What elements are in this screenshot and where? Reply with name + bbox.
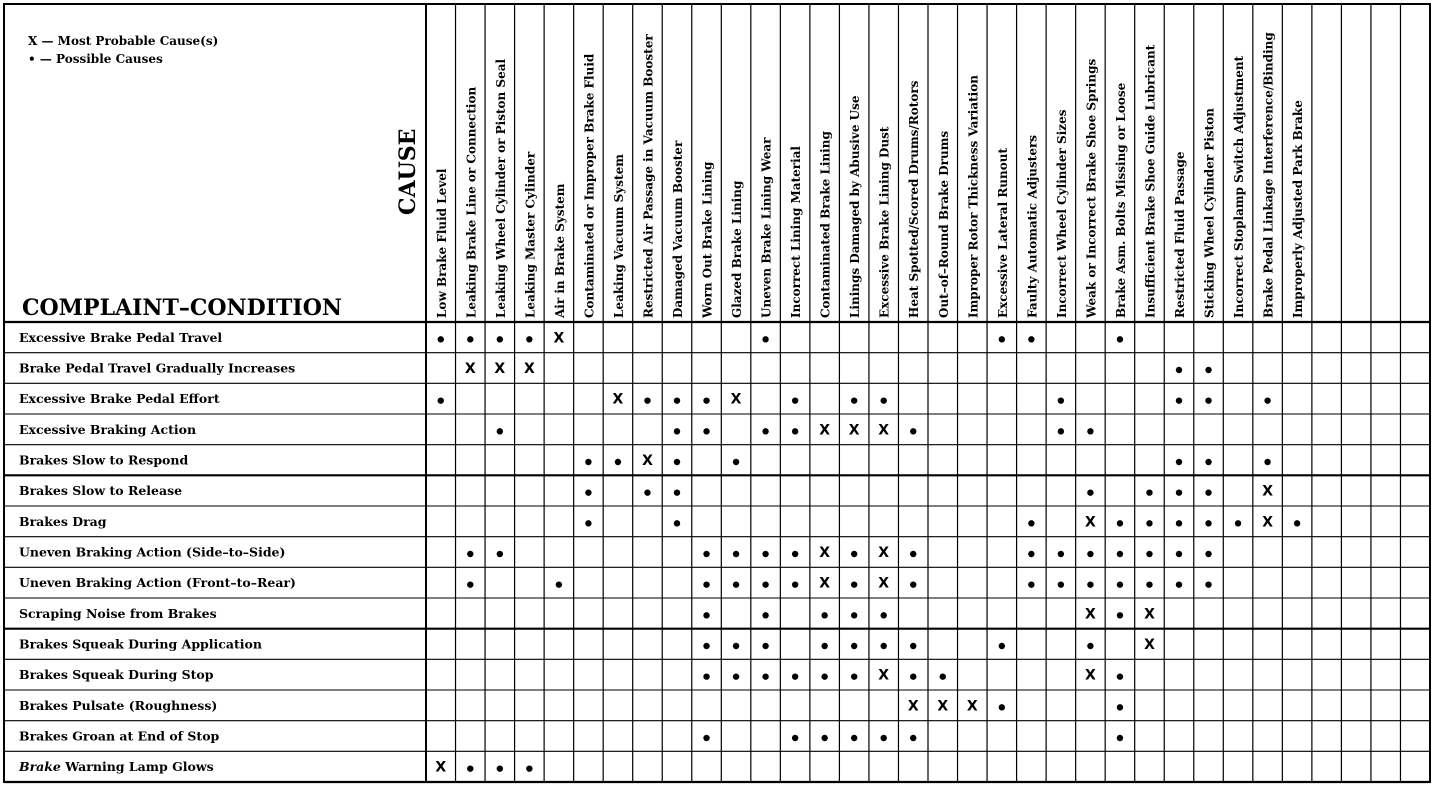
possible-cause-dot [821, 643, 827, 649]
possible-cause-dot [851, 551, 857, 557]
possible-cause-dot [1205, 551, 1211, 557]
possible-cause-dot [526, 765, 532, 771]
cause-label: Leaking Master Cylinder [523, 151, 538, 318]
marks-grid [435, 330, 1300, 775]
possible-cause-dot [1117, 735, 1123, 741]
possible-cause-dot [1058, 551, 1064, 557]
most-probable-cause-mark: X [523, 361, 535, 377]
possible-cause-dot [1087, 581, 1093, 587]
condition-label: Brakes Squeak During Application [19, 636, 262, 652]
cause-label: Weak or Incorrect Brake Shoe Springs [1084, 58, 1099, 318]
possible-cause-dot [1264, 459, 1270, 465]
possible-cause-dot [1205, 397, 1211, 403]
possible-cause-dot [821, 735, 827, 741]
cause-label: Excessive Lateral Runout [995, 147, 1010, 318]
possible-cause-dot [467, 551, 473, 557]
most-probable-cause-mark: X [848, 422, 860, 439]
most-probable-cause-mark: X [819, 575, 831, 592]
possible-cause-dot [733, 459, 739, 465]
possible-cause-dot [703, 397, 709, 403]
possible-cause-dot [1058, 581, 1064, 587]
condition-label: Brake Pedal Travel Gradually Increases [19, 360, 296, 376]
possible-cause-dot [1176, 520, 1182, 526]
possible-cause-dot [762, 581, 768, 587]
condition-label: Uneven Braking Action (Side–to–Side) [19, 544, 286, 560]
possible-cause-dot [999, 643, 1005, 649]
possible-cause-dot [674, 459, 680, 465]
possible-cause-dot [1205, 520, 1211, 526]
condition-label: Brakes Pulsate (Roughness) [19, 697, 218, 713]
possible-cause-dot [1058, 397, 1064, 403]
possible-cause-dot [585, 489, 591, 495]
cause-label: Leaking Vacuum System [611, 154, 626, 318]
cause-label: Leaking Wheel Cylinder or Piston Seal [493, 58, 508, 318]
possible-cause-dot [851, 643, 857, 649]
possible-cause-dot [644, 397, 650, 403]
cause-label: Leaking Brake Line or Connection [464, 86, 479, 318]
possible-cause-dot [881, 612, 887, 618]
possible-cause-dot [851, 397, 857, 403]
possible-cause-dot [1176, 367, 1182, 373]
condition-label: Uneven Braking Action (Front–to–Rear) [19, 575, 296, 591]
cause-label: Incorrect Lining Material [789, 146, 804, 318]
possible-cause-dot [1176, 397, 1182, 403]
possible-cause-dot [1176, 551, 1182, 557]
condition-label: Excessive Brake Pedal Travel [19, 329, 223, 345]
possible-cause-dot [851, 673, 857, 679]
possible-cause-dot [762, 673, 768, 679]
cause-label: Restricted Air Passage in Vacuum Booster [641, 34, 656, 318]
condition-label: Brakes Drag [19, 513, 107, 529]
possible-cause-dot [762, 428, 768, 434]
possible-cause-dot [881, 397, 887, 403]
possible-cause-dot [674, 489, 680, 495]
legend [28, 34, 218, 66]
possible-cause-dot [467, 336, 473, 342]
cause-label: Damaged Vacuum Booster [671, 140, 685, 318]
possible-cause-dot [674, 428, 680, 434]
cause-label: Faulty Automatic Adjusters [1025, 134, 1040, 318]
cause-label: Sticking Wheel Cylinder Piston [1202, 108, 1217, 318]
cause-column-headers [435, 32, 1305, 319]
cause-label: Out–of–Round Brake Drums [936, 130, 951, 318]
possible-cause-dot [792, 397, 798, 403]
most-probable-cause-mark: X [730, 391, 742, 408]
possible-cause-dot [762, 336, 768, 342]
cause-label: Contaminated or Improper Brake Fluid [582, 53, 597, 318]
possible-cause-dot [703, 551, 709, 557]
most-probable-cause-mark: X [553, 330, 565, 347]
possible-cause-dot [1146, 489, 1152, 495]
possible-cause-dot [438, 336, 444, 342]
cause-label: Excessive Brake Lining Dust [877, 126, 892, 318]
possible-cause-dot [821, 612, 827, 618]
possible-cause-dot [821, 673, 827, 679]
condition-label: Brakes Squeak During Stop [19, 667, 214, 683]
possible-cause-dot [497, 551, 503, 557]
cause-label: Heat Spotted/Scored Drums/Rotors [907, 80, 922, 318]
possible-cause-dot [1028, 581, 1034, 587]
possible-cause-dot [615, 459, 621, 465]
cause-label: Linings Damaged by Abusive Use [848, 95, 863, 318]
most-probable-cause-mark: X [878, 575, 890, 592]
possible-cause-dot [1146, 581, 1152, 587]
possible-cause-dot [851, 612, 857, 618]
possible-cause-dot [1028, 551, 1034, 557]
most-probable-cause-mark: X [966, 698, 978, 715]
possible-cause-dot [762, 612, 768, 618]
condition-label-italic-part: Brake [19, 759, 61, 775]
most-probable-cause-mark: X [612, 391, 624, 408]
condition-label [18, 759, 214, 774]
condition-row-labels [18, 330, 296, 774]
cause-label: Contaminated Brake Lining [818, 131, 833, 318]
possible-cause-dot [1028, 520, 1034, 526]
most-probable-cause-mark: X [1085, 606, 1096, 623]
cause-label: Restricted Fluid Passage [1173, 151, 1187, 318]
possible-cause-dot [733, 581, 739, 587]
possible-cause-dot [497, 428, 503, 434]
possible-cause-dot [1117, 336, 1123, 342]
cause-label: Incorrect Stoplamp Switch Adjustment [1232, 55, 1247, 318]
possible-cause-dot [703, 612, 709, 618]
possible-cause-dot [674, 397, 680, 403]
possible-cause-dot [703, 581, 709, 587]
possible-cause-dot [910, 735, 916, 741]
cause-label: Insufficient Brake Shoe Guide Lubricant [1143, 44, 1158, 318]
most-probable-cause-mark: X [819, 422, 831, 439]
most-probable-cause-mark: X [819, 545, 831, 561]
possible-cause-dot [703, 735, 709, 741]
possible-cause-dot [703, 643, 709, 649]
most-probable-cause-mark: X [1262, 514, 1273, 531]
possible-cause-dot [1294, 520, 1300, 526]
possible-cause-dot [1058, 428, 1064, 434]
possible-cause-dot [1264, 397, 1270, 403]
most-probable-cause-mark: X [1144, 606, 1155, 623]
most-probable-cause-mark: X [1085, 667, 1096, 684]
most-probable-cause-mark: X [937, 698, 949, 715]
possible-cause-dot [467, 765, 473, 771]
condition-label-rest: Warning Lamp Glows [60, 759, 214, 775]
possible-cause-dot [792, 581, 798, 587]
most-probable-cause-mark: X [642, 453, 653, 469]
most-probable-cause-mark: X [464, 361, 476, 377]
possible-cause-dot [556, 581, 562, 587]
most-probable-cause-mark: X [435, 759, 447, 776]
possible-cause-dot [881, 643, 887, 649]
possible-cause-dot [1117, 673, 1123, 679]
possible-cause-dot [497, 765, 503, 771]
most-probable-cause-mark: X [1085, 514, 1096, 531]
cause-label: Worn Out Brake Lining [700, 161, 715, 318]
possible-cause-dot [1205, 367, 1211, 373]
possible-cause-dot [703, 673, 709, 679]
most-probable-cause-mark: X [878, 667, 890, 684]
condition-label: Excessive Brake Pedal Effort [19, 391, 220, 407]
most-probable-cause-mark: X [907, 698, 919, 715]
condition-label: Brakes Slow to Release [19, 483, 183, 499]
possible-cause-dot [910, 643, 916, 649]
cause-label: Improper Rotor Thickness Variation [966, 75, 981, 318]
complaint-condition-heading: COMPLAINT–CONDITION [22, 295, 342, 321]
possible-cause-dot [497, 336, 503, 342]
possible-cause-dot [940, 673, 946, 679]
condition-label: Brakes Groan at End of Stop [19, 728, 220, 744]
possible-cause-dot [1235, 520, 1241, 526]
cause-heading: CAUSE [395, 128, 421, 215]
legend-dot-meaning: • — Possible Causes [28, 52, 163, 66]
most-probable-cause-mark: X [494, 361, 506, 377]
possible-cause-dot [1117, 551, 1123, 557]
possible-cause-dot [438, 397, 444, 403]
cause-label: Incorrect Wheel Cylinder Sizes [1054, 109, 1069, 318]
possible-cause-dot [585, 459, 591, 465]
possible-cause-dot [1087, 551, 1093, 557]
possible-cause-dot [733, 551, 739, 557]
possible-cause-dot [881, 735, 887, 741]
cause-label: Improperly Adjusted Park Brake [1291, 100, 1306, 318]
possible-cause-dot [910, 581, 916, 587]
possible-cause-dot [733, 673, 739, 679]
possible-cause-dot [526, 336, 532, 342]
possible-cause-dot [851, 581, 857, 587]
possible-cause-dot [1176, 581, 1182, 587]
cause-label: Glazed Brake Lining [730, 180, 745, 318]
cause-label: Low Brake Fluid Level [434, 168, 449, 318]
possible-cause-dot [851, 735, 857, 741]
possible-cause-dot [1028, 336, 1034, 342]
possible-cause-dot [762, 643, 768, 649]
possible-cause-dot [910, 551, 916, 557]
possible-cause-dot [1146, 520, 1152, 526]
possible-cause-dot [644, 489, 650, 495]
cause-label: Brake Pedal Linkage Interference/Binding [1261, 32, 1276, 318]
most-probable-cause-mark: X [1262, 483, 1273, 500]
possible-cause-dot [1176, 459, 1182, 465]
possible-cause-dot [1117, 612, 1123, 618]
possible-cause-dot [999, 704, 1005, 710]
cause-label: Brake Asm. Bolts Missing or Loose [1113, 82, 1128, 318]
possible-cause-dot [1176, 489, 1182, 495]
possible-cause-dot [1087, 428, 1093, 434]
condition-label: Brakes Slow to Respond [19, 452, 189, 468]
possible-cause-dot [999, 336, 1005, 342]
possible-cause-dot [585, 520, 591, 526]
possible-cause-dot [1205, 489, 1211, 495]
possible-cause-dot [1146, 551, 1152, 557]
possible-cause-dot [792, 428, 798, 434]
possible-cause-dot [733, 643, 739, 649]
possible-cause-dot [910, 673, 916, 679]
possible-cause-dot [1087, 643, 1093, 649]
possible-cause-dot [910, 428, 916, 434]
most-probable-cause-mark: X [878, 422, 890, 439]
cause-label: Air in Brake System [552, 183, 567, 318]
condition-label: Excessive Braking Action [19, 421, 197, 437]
legend-x-meaning: X — Most Probable Cause(s) [28, 34, 219, 48]
condition-label: Scraping Noise from Brakes [19, 605, 217, 621]
possible-cause-dot [1117, 520, 1123, 526]
cause-label: Uneven Brake Lining Wear [759, 137, 774, 318]
possible-cause-dot [1117, 581, 1123, 587]
possible-cause-dot [1205, 581, 1211, 587]
possible-cause-dot [762, 551, 768, 557]
possible-cause-dot [467, 581, 473, 587]
possible-cause-dot [792, 735, 798, 741]
possible-cause-dot [1117, 704, 1123, 710]
most-probable-cause-mark: X [878, 545, 890, 561]
possible-cause-dot [703, 428, 709, 434]
possible-cause-dot [1087, 489, 1093, 495]
most-probable-cause-mark: X [1144, 637, 1155, 653]
possible-cause-dot [674, 520, 680, 526]
possible-cause-dot [792, 551, 798, 557]
possible-cause-dot [792, 673, 798, 679]
possible-cause-dot [1205, 459, 1211, 465]
